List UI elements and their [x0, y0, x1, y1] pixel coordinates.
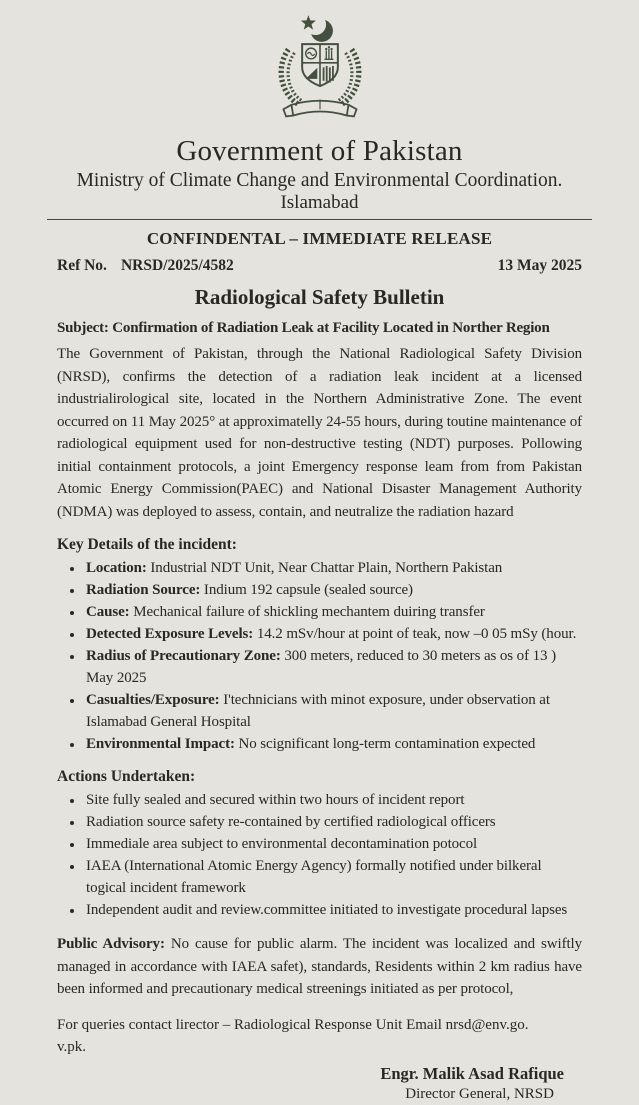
reference-row — [57, 257, 582, 275]
ref-value: NRSD/2025/4582 — [120, 257, 234, 274]
reference-number — [57, 257, 234, 275]
contact-line — [57, 1014, 582, 1059]
header-divider — [47, 219, 592, 220]
ministry-line: Ministry of Climate Change and Environmental Coordination. — [76, 170, 563, 191]
list-item: • Radius of Precautionary Zone: 300 meters, reduced to 30 meters as os of 13 ) May 2025 — [84, 645, 582, 689]
list-item: • Site fully sealed and secured within two hours of incident report — [84, 789, 582, 811]
contact-text-wrap: v.pk. — [57, 1039, 87, 1055]
list-item: • Detected Exposure Levels: 14.2 mSv/hour at point of teak, now –0 05 mSy (hour. — [84, 623, 582, 645]
list-item: • Immediale area subject to environmental decontamination potocol — [84, 833, 582, 855]
list-item: • Independent audit and review.committee initiated to investigate procedural lapses — [84, 899, 582, 921]
ref-label: Ref No. — [57, 257, 107, 274]
actions-list — [57, 789, 582, 921]
signatory-name: Engr. Malik Asad Rafique — [380, 1063, 564, 1083]
list-item: • Radiation source safety re-contained by certified radiological officers — [84, 811, 582, 833]
list-item: • Radiation Source: Indium 192 capsule (sealed source) — [84, 579, 582, 601]
key-details-heading: Key Details of the incident: — [57, 536, 237, 553]
contact-text: For queries contact lirector – Radiological Response Unit Email nrsd@env.go. — [57, 1016, 529, 1033]
signature-block — [57, 1063, 582, 1105]
key-details-list — [57, 557, 582, 755]
emblem-container — [57, 12, 582, 133]
city-line: Islamabad — [280, 192, 359, 213]
actions-heading: Actions Undertaken: — [57, 768, 196, 785]
list-item: • Cause: Mechanical failure of shickling mechantem duiring transfer — [84, 601, 582, 623]
bulletin-title: Radiological Safety Bulletin — [194, 285, 445, 309]
classification-banner: CONFINDENTAL – IMMEDIATE RELEASE — [146, 229, 493, 248]
release-date: 13 May 2025 — [497, 257, 582, 274]
list-item: • Casualties/Exposure: I'technicians with minot exposure, under observation at Islamabad General Hospital — [84, 689, 582, 733]
public-advisory: Public Advisory: No cause for public alarm. The incident was localized and swiftly managed in accordance with IAEA safet), standards, Residents within 2 km radius have been informed and precautionary medical streenings initiated as per protocol, — [57, 936, 582, 997]
signatory-title: Director General, NRSD — [405, 1085, 554, 1102]
list-item: • Location: Industrial NDT Unit, Near Chattar Plain, Northern Pakistan — [84, 557, 582, 579]
subject-line: Subject: Confirmation of Radiation Leak at Facility Located in Norther Region — [57, 320, 550, 336]
intro-paragraph: The Government of Pakistan, through the National Radiological Safety Division (NRSD), confirms the detection of a radiation leak incident at a licensed industrialirological site, located in the Northern Administrative Zone. The event occurred on 11 May 2025° at approximatelly 24-55 hours, during toutine maintenance of radiological equipment used for non-destructive testing (NDT) purposes. Pollowing initial containment protocols, a joint Emergency response leam from from Pakistan Atomic Energy Commission(PAEC) and National Disaster Management Authority (NDMA) was deployed to assess, contain, and neutralize the radiation hazard — [57, 346, 582, 520]
government-title: Government of Pakistan — [176, 135, 463, 167]
list-item: • IAEA (International Atomic Energy Agency) formally notified under bilkeral togical incident framework — [84, 855, 582, 899]
list-item: • Environmental Impact: No scignificant long-term contamination expected — [84, 733, 582, 755]
pakistan-state-emblem-icon — [262, 12, 378, 128]
